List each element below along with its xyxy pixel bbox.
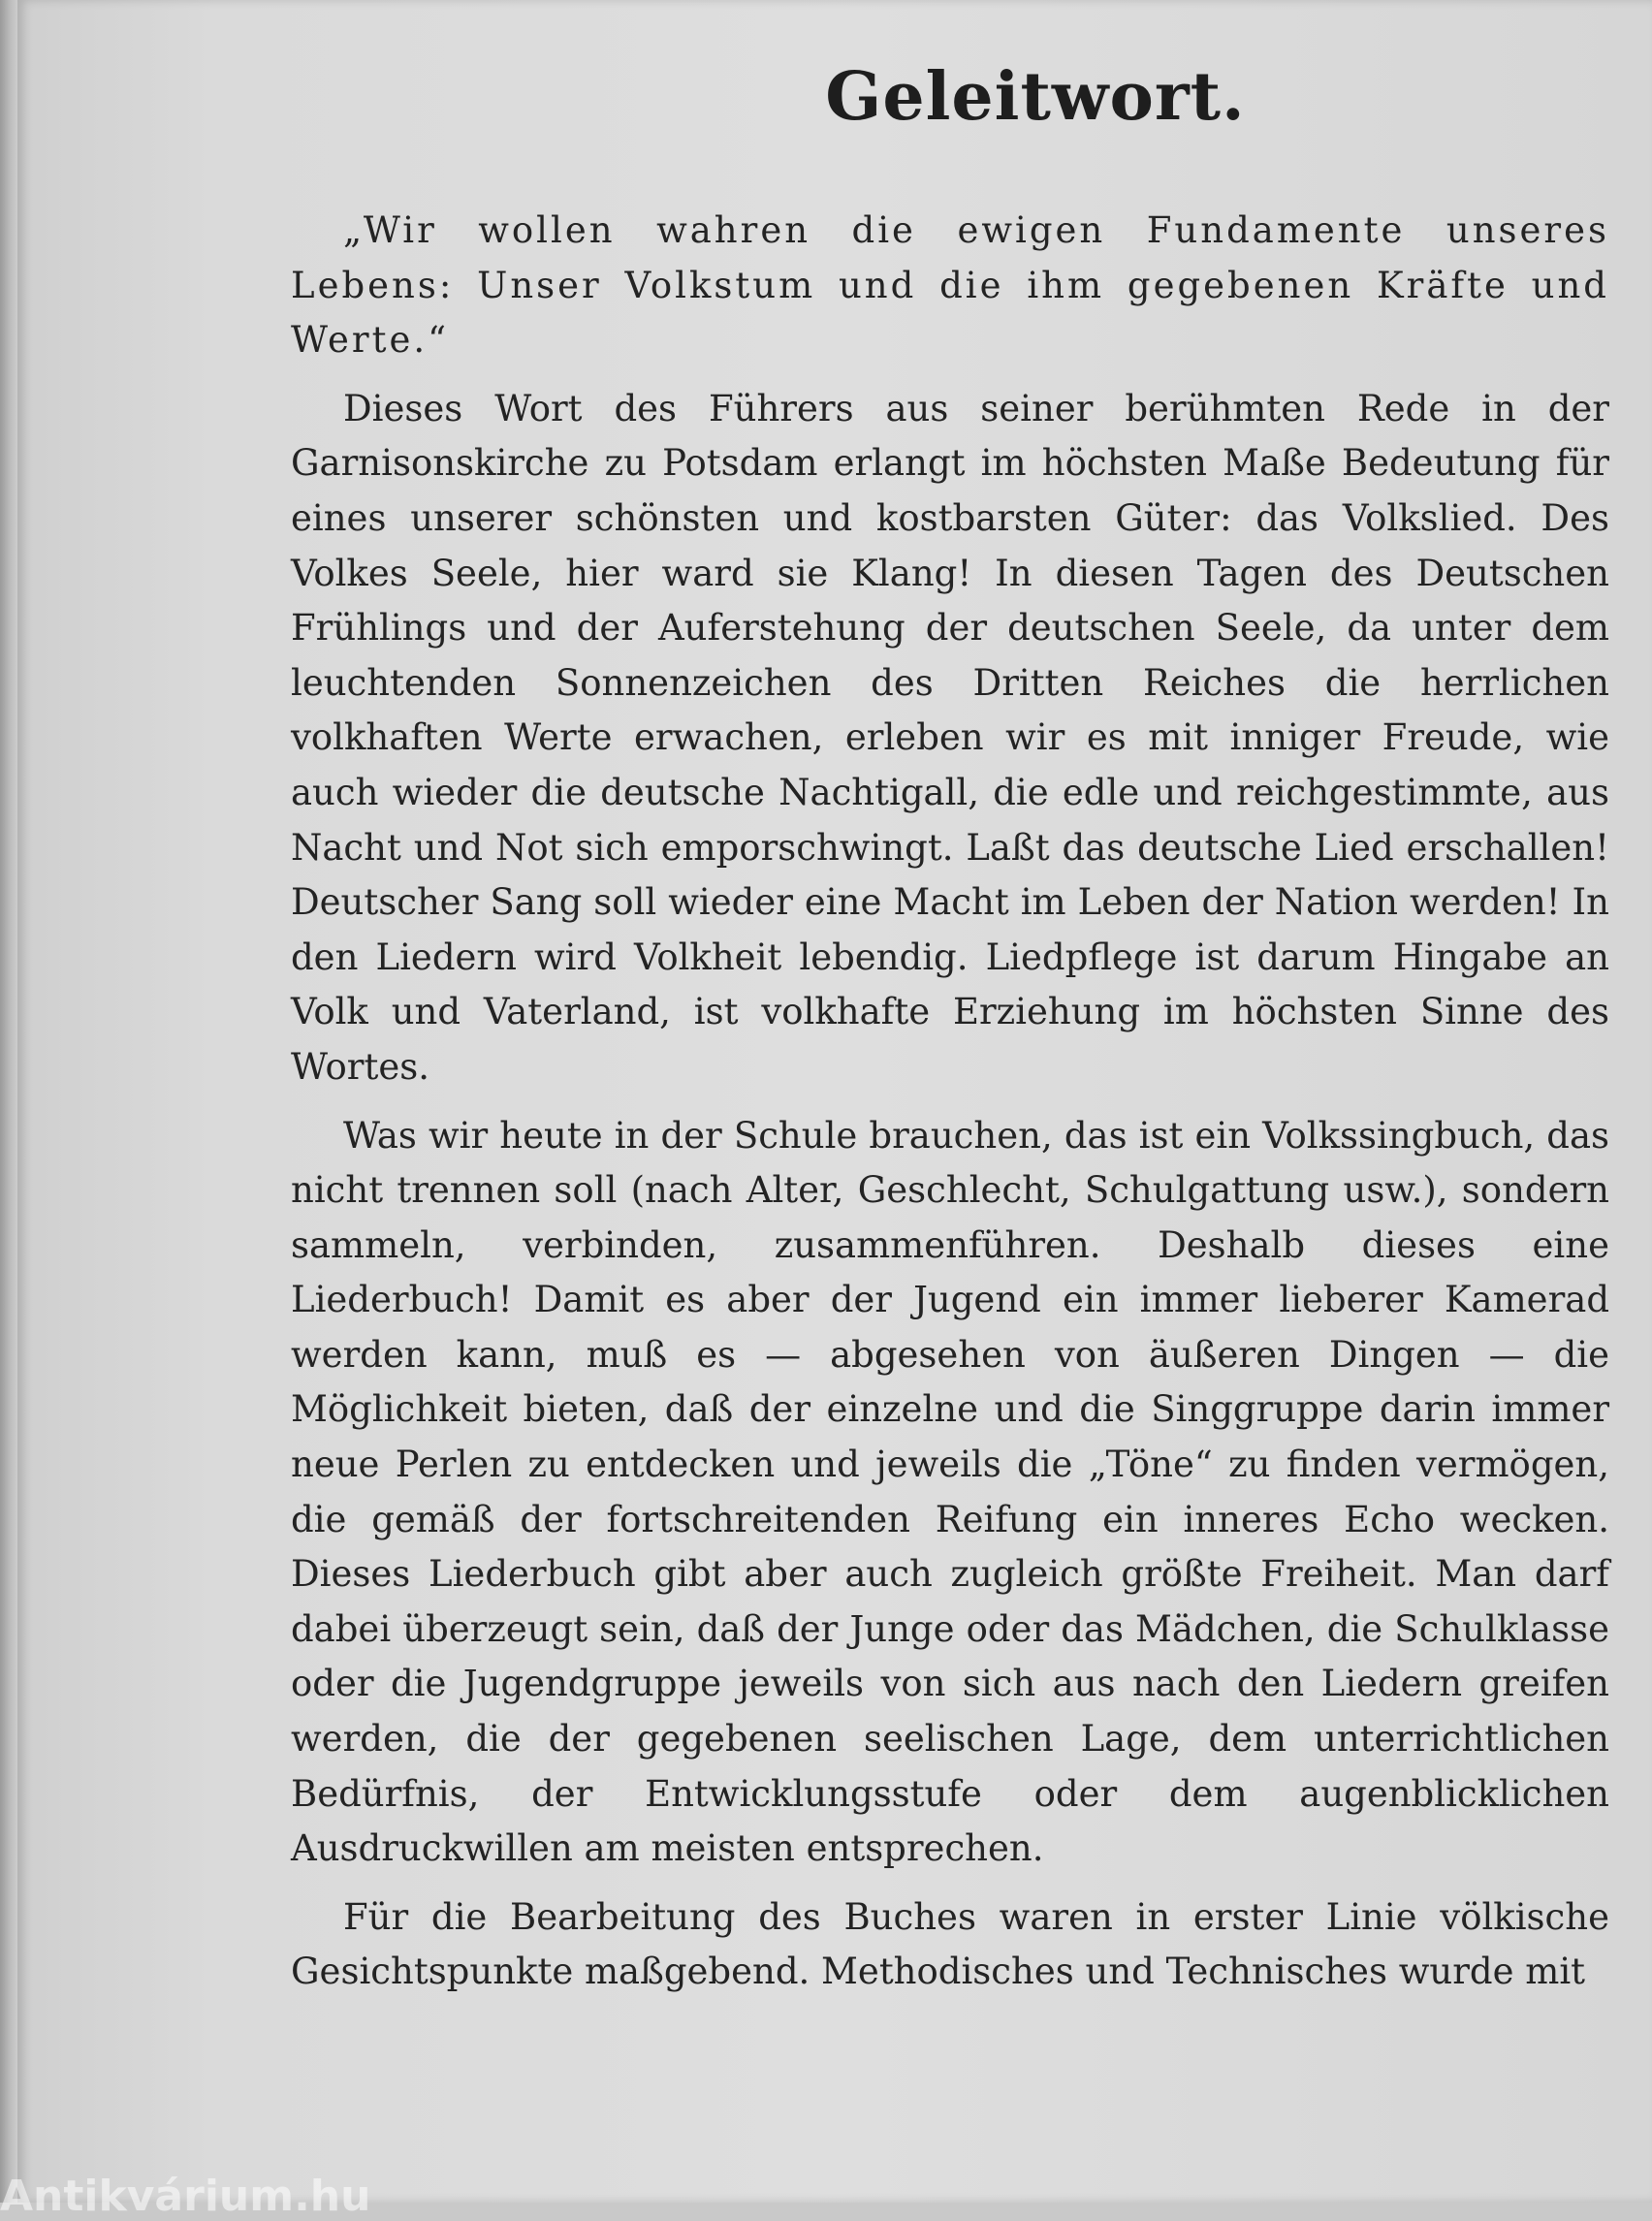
watermark-text: Antikvárium.hu bbox=[0, 2172, 371, 2221]
page-binding-edge bbox=[0, 0, 17, 2203]
quote-paragraph: „Wir wollen wahren die ewigen Fundamente unseres Lebens: Unser Volkstum und die ihm gegebenen Kräfte und Werte.“ bbox=[291, 209, 1609, 362]
paragraph-3: Für die Bearbeitung des Buches waren in erster Linie völkische Gesichtspunkte maßgebend. Methodisches und Technisches wurde mit bbox=[291, 1895, 1609, 1993]
book-page bbox=[17, 0, 1652, 2203]
page-title: Geleitwort. bbox=[825, 58, 1246, 136]
paragraph-1: Dieses Wort des Führers aus seiner berühmten Rede in der Garnisonskirche zu Potsdam erlangt im höchsten Maße Bedeutung für eines unserer schönsten und kostbarsten Güter: das Volkslied. Des Volkes Seele, hier ward sie Klang! In diesen Tagen des Deutschen Frühlings und der Auferstehung der deutschen Seele, da unter dem leuchtenden Sonnenzeichen des Dritten Reiches die herrlichen volkhaften Werte erwachen, erleben wir es mit inniger Freude, wie auch wieder die deutsche Nachtigall, die edle und reichgestimmte, aus Nacht und Not sich emporschwingt. Laßt das deutsche Lied erschallen! Deutscher Sang soll wieder eine Macht im Leben der Nation werden! In den Liedern wird Volkheit lebendig. Liedpflege ist darum Hingabe an Volk und Vaterland, ist volkhafte Erziehung im höchsten Sinne des Wortes. bbox=[291, 387, 1609, 1088]
paragraph-2: Was wir heute in der Schule brauchen, das ist ein Volkssingbuch, das nicht trennen soll (nach Alter, Geschlecht, Schulgattung usw.), sondern sammeln, verbinden, zusammenführen. Deshalb dieses eine Liederbuch! Damit es aber der Jugend ein immer lieberer Kamerad werden kann, muß es — abgesehen von äußeren Dingen — die Möglichkeit bieten, daß der einzelne und die Singgruppe darin immer neue Perlen zu entdecken und jeweils die „Töne“ zu finden vermögen, die gemäß der fortschreitenden Reifung ein inneres Echo wecken. Dieses Liederbuch gibt aber auch zugleich größte Freiheit. Man darf dabei überzeugt sein, daß der Junge oder das Mädchen, die Schulklasse oder die Jugendgruppe jeweils von sich aus nach den Liedern greifen werden, die der gegebenen seelischen Lage, dem unterrichtlichen Bedürfnis, der Entwicklungsstufe oder dem augenblicklichen Ausdruckwillen am meisten entsprechen. bbox=[291, 1114, 1609, 1870]
body-text bbox=[291, 204, 1609, 2014]
